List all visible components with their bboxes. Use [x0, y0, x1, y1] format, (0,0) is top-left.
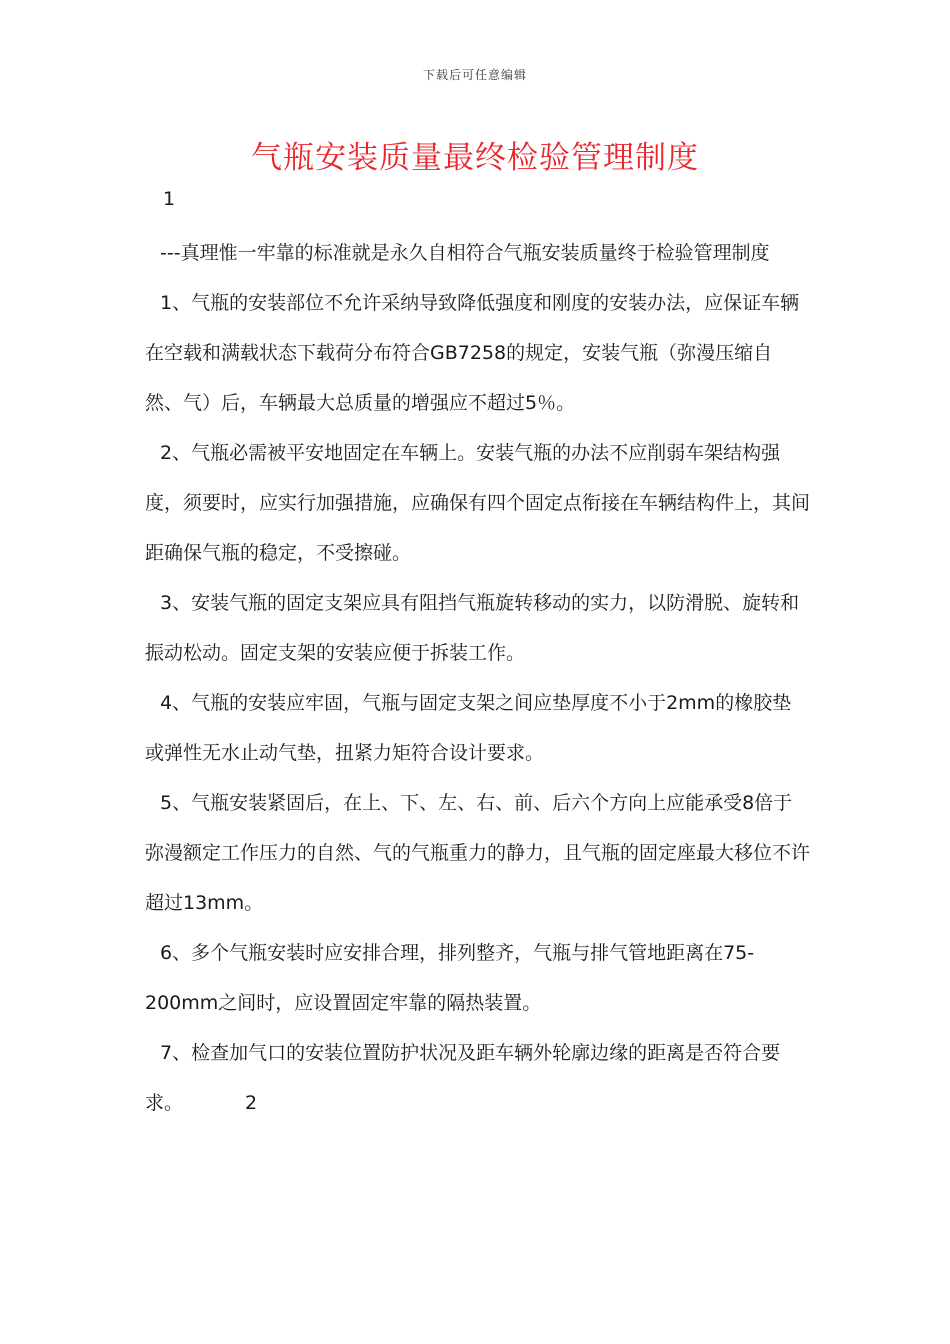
paragraph-2: 2、气瓶必需被平安地固定在车辆上。安装气瓶的办法不应削弱车架结构强度，须要时，应实行加强措施，应确保有四个固定点衔接在车辆结构件上，其间距确保气瓶的稳定，不受擦碰。: [145, 442, 811, 564]
paragraph-4: 4、气瓶的安装应牢固，气瓶与固定支架之间应垫厚度不小于2mm的橡胶垫或弹性无水止动气垫，扭紧力矩符合设计要求。: [145, 692, 792, 764]
paragraph-1: 1、气瓶的安装部位不允许采纳导致降低强度和刚度的安装办法，应保证车辆在空载和满载状态下载荷分布符合GB7258的规定，安装气瓶（弥漫压缩自然、气）后，车辆最大总质量的增强应不超过5％。: [145, 292, 800, 414]
page-number-top: 1: [163, 188, 176, 210]
paragraph-3: 3、安装气瓶的固定支架应具有阻挡气瓶旋转移动的实力，以防滑脱、旋转和振动松动。固定支架的安装应便于拆装工作。: [145, 592, 800, 664]
header-note: 下载后可任意编辑: [422, 68, 527, 82]
document-title: 气瓶安装质量最终检验管理制度: [251, 140, 699, 176]
paragraph-7-text: 7、检查加气口的安装位置防护状况及距车辆外轮廓边缘的距离是否符合要求。: [145, 1042, 781, 1114]
paragraph-7: [145, 1028, 810, 1128]
paragraph-intro: ---真理惟一牢靠的标准就是永久自相符合气瓶安装质量终于检验管理制度: [160, 242, 770, 264]
page-number-bottom: 2: [245, 1092, 258, 1114]
document-body: [145, 228, 810, 1128]
paragraph-6: 6、多个气瓶安装时应安排合理，排列整齐，气瓶与排气管地距离在75-200mm之间时，应设置固定牢靠的隔热装置。: [145, 942, 755, 1014]
paragraph-5: 5、气瓶安装紧固后，在上、下、左、右、前、后六个方向上应能承受8倍于弥漫额定工作压力的自然、气的气瓶重力的静力，且气瓶的固定座最大移位不许超过13mm。: [145, 792, 811, 914]
